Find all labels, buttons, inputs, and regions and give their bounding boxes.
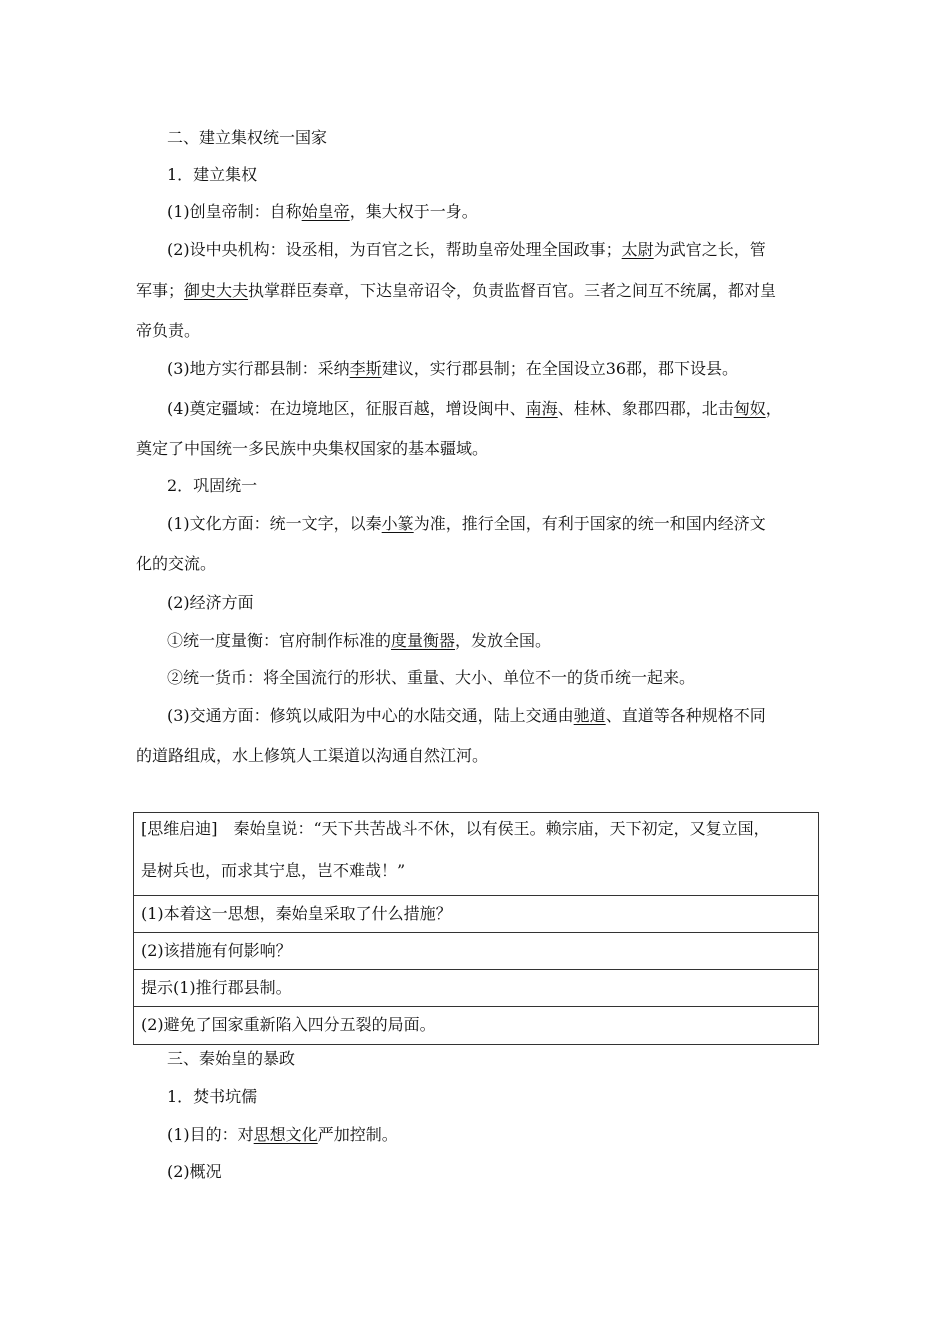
answer-blank: 小篆 (381, 514, 414, 533)
section-heading-2: 二、建立集权统一国家 (167, 128, 328, 147)
paragraph-transport-line2: 的道路组成，水上修筑人工渠道以沟通自然江河。 (136, 746, 489, 765)
thinking-box-hint-2: (2)避免了国家重新陷入四分五裂的局面。 (134, 1006, 818, 1044)
answer-blank: 驰道 (573, 706, 606, 725)
answer-blank: 思想文化 (253, 1125, 318, 1144)
answer-blank: 御史大夫 (184, 281, 249, 300)
subheading-consolidation: 2．巩固统一 (167, 476, 258, 495)
paragraph-central-agencies-line1: (2)设中央机构：设丞相，为百官之长，帮助皇帝处理全国政事；太尉为武官之长，管 (167, 240, 766, 259)
thinking-box (133, 812, 819, 1045)
paragraph-economy: (2)经济方面 (167, 593, 254, 612)
paragraph-purpose: (1)目的：对思想文化严加控制。 (167, 1125, 398, 1144)
answer-blank: 太尉 (621, 240, 654, 259)
answer-blank: 李斯 (349, 359, 382, 378)
paragraph-emperor-system: (1)创皇帝制：自称始皇帝，集大权于一身。 (167, 202, 478, 221)
paragraph-culture-line2: 化的交流。 (136, 554, 217, 573)
paragraph-culture-line1: (1)文化方面：统一文字，以秦小篆为准，推行全国，有利于国家的统一和国内经济文 (167, 514, 766, 533)
answer-blank: 南海 (525, 399, 558, 418)
answer-blank: 始皇帝 (301, 202, 350, 221)
paragraph-transport-line1: (3)交通方面：修筑以咸阳为中心的水陆交通，陆上交通由驰道、直道等各种规格不同 (167, 706, 766, 725)
paragraph-overview: (2)概况 (167, 1162, 222, 1181)
paragraph-measures: ①统一度量衡：官府制作标准的度量衡器，发放全国。 (167, 631, 552, 650)
thinking-box-question-2: (2)该措施有何影响？ (134, 932, 818, 969)
section-heading-3: 三、秦始皇的暴政 (167, 1049, 296, 1068)
answer-blank: 度量衡器 (391, 631, 456, 650)
paragraph-territory-line2: 奠定了中国统一多民族中央集权国家的基本疆域。 (136, 439, 489, 458)
paragraph-central-agencies-line3: 帝负责。 (136, 321, 201, 340)
thinking-box-quote: [思维启迪] 秦始皇说：“天下共苦战斗不休，以有侯王。赖宗庙，天下初定，又复立国， 是树兵也，而求其宁息，岂不难哉！” (141, 819, 770, 880)
answer-blank: 匈奴 (733, 399, 766, 418)
paragraph-territory-line1: (4)奠定疆域：在边境地区，征服百越，增设闽中、南海、桂林、象郡四郡，北击匈奴， (167, 399, 782, 418)
paragraph-currency: ②统一货币：将全国流行的形状、重量、大小、单位不一的货币统一起来。 (167, 668, 696, 687)
paragraph-county-system: (3)地方实行郡县制：采纳李斯建议，实行郡县制；在全国设立36郡，郡下设县。 (167, 359, 739, 378)
thinking-box-hint-1: 提示(1)推行郡县制。 (134, 969, 818, 1006)
thinking-box-question-1: (1)本着这一思想，秦始皇采取了什么措施？ (134, 895, 818, 932)
subheading-centralization: 1．建立集权 (167, 165, 258, 184)
subheading-book-burning: 1．焚书坑儒 (167, 1087, 258, 1106)
paragraph-central-agencies-line2: 军事；御史大夫执掌群臣奏章，下达皇帝诏令，负责监督百官。三者之间互不统属，都对皇 (136, 281, 777, 300)
